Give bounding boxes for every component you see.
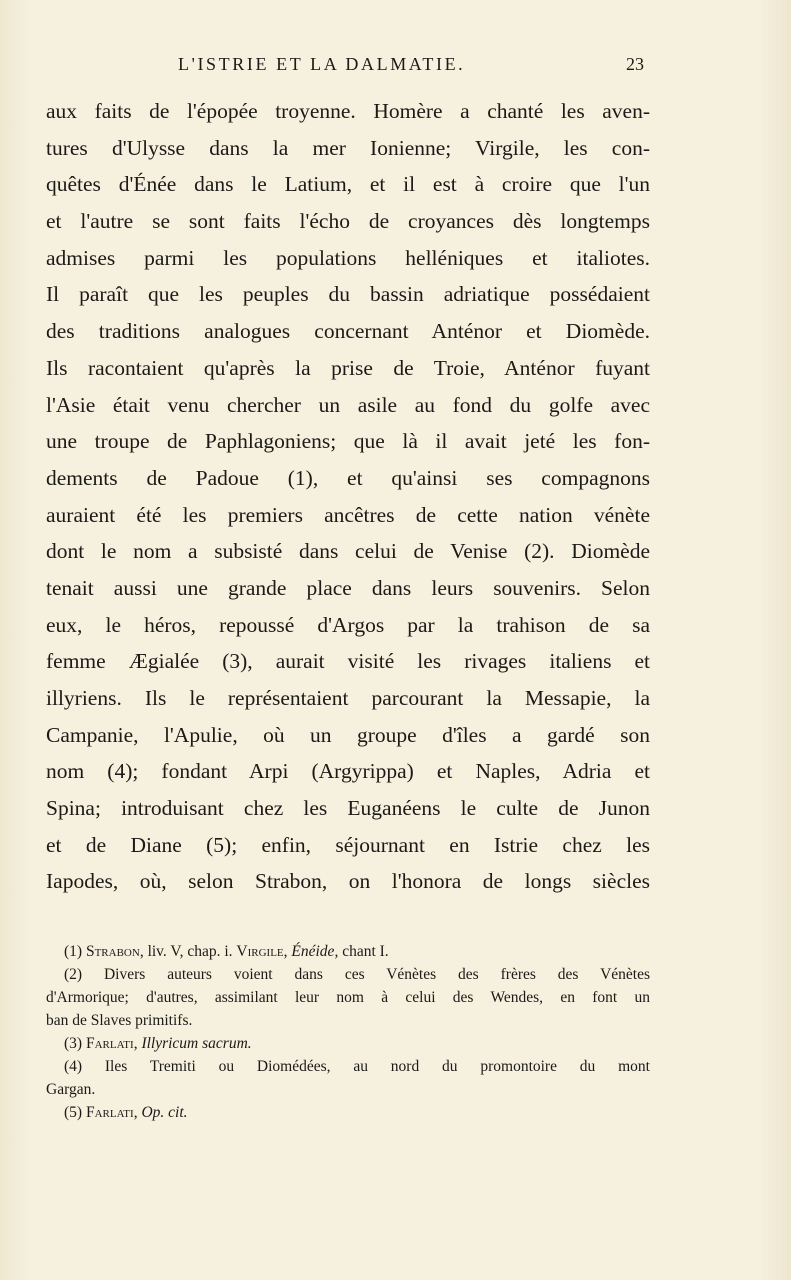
text-line: auraient été les premiers ancêtres de cette nation vénète <box>46 502 650 527</box>
footnote-4-line: Gargan. <box>46 1081 96 1098</box>
text-line: l'Asie était venu chercher un asile au fond du golfe avec <box>46 392 650 417</box>
footnote-5: (5) Farlati, Op. cit. <box>64 1104 188 1121</box>
page-header <box>0 54 791 80</box>
text-line: eux, le héros, repoussé d'Argos par la trahison de sa <box>46 612 650 637</box>
text-line: dont le nom a subsisté dans celui de Venise (2). Diomède <box>46 539 650 564</box>
text-line: tures d'Ulysse dans la mer Ionienne; Virgile, les con- <box>46 135 650 160</box>
footnote-author: Farlati <box>85 1035 134 1052</box>
footnote-number: (1) <box>64 943 83 960</box>
footnote-3: (3) Farlati, Illyricum sacrum. <box>64 1035 252 1052</box>
text-line: admises parmi les populations helléniques et italiotes. <box>46 245 650 270</box>
footnote-number: (5) <box>64 1104 83 1121</box>
footnote-author: Farlati <box>85 1104 134 1121</box>
text-line: et l'autre se sont faits l'écho de croyances dès longtemps <box>46 209 650 234</box>
footnote-number: (3) <box>64 1035 83 1052</box>
body-text <box>46 93 650 900</box>
footnote-work-title: Op. cit. <box>141 1104 188 1121</box>
text-line: dements de Padoue (1), et qu'ainsi ses compagnons <box>46 465 650 490</box>
footnote-1: (1) Strabon, liv. V, chap. i. Virgile, Énéide, chant I. <box>64 943 389 960</box>
footnote-work-title: Énéide, <box>291 943 339 960</box>
text-line: Campanie, l'Apulie, où un groupe d'îles a gardé son <box>46 722 650 747</box>
text-line: Iapodes, où, selon Strabon, on l'honora de longs siècles <box>46 869 650 894</box>
text-line: nom (4); fondant Arpi (Argyrippa) et Naples, Adria et <box>46 759 650 784</box>
text-line: aux faits de l'épopée troyenne. Homère a chanté les aven- <box>46 99 650 123</box>
footnote-reference: , liv. V, chap. i. <box>139 943 237 960</box>
footnote-reference: chant I. <box>338 943 389 960</box>
text-line: tenait aussi une grande place dans leurs souvenirs. Selon <box>46 575 650 600</box>
text-line: des traditions analogues concernant Anténor et Diomède. <box>46 319 650 344</box>
text-line: femme Ægialée (3), aurait visité les rivages italiens et <box>46 649 650 674</box>
footnote-work-title: Illyricum sacrum. <box>141 1035 252 1052</box>
text-line: quêtes d'Énée dans le Latium, et il est à croire que l'un <box>46 172 650 197</box>
footnote-author: Strabon <box>85 943 140 960</box>
footnotes <box>46 940 650 1124</box>
footnote-4-line: (4) Iles Tremiti ou Diomédées, au nord du promontoire du mont <box>64 1058 650 1075</box>
footnote-author: Virgile <box>236 943 284 960</box>
page-number: 23 <box>626 54 644 74</box>
footnote-2-line: d'Armorique; d'autres, assimilant leur nom à celui des Wendes, en font un <box>46 989 650 1006</box>
text-line: Spina; introduisant chez les Euganéens le culte de Junon <box>46 796 650 821</box>
text-line: Il paraît que les peuples du bassin adriatique possédaient <box>46 282 650 307</box>
text-line: Ils racontaient qu'après la prise de Troie, Anténor fuyant <box>46 355 650 380</box>
text-line: illyriens. Ils le représentaient parcourant la Messapie, la <box>46 686 650 710</box>
text-line: et de Diane (5); enfin, séjournant en Istrie chez les <box>46 832 650 857</box>
footnote-2-line: ban de Slaves primitifs. <box>46 1012 193 1029</box>
footnote-2-line: (2) Divers auteurs voient dans ces Vénètes des frères des Vénètes <box>64 966 650 983</box>
text-line: une troupe de Paphlagoniens; que là il avait jeté les fon- <box>46 429 650 454</box>
running-title: L'ISTRIE ET LA DALMATIE. <box>178 54 466 74</box>
